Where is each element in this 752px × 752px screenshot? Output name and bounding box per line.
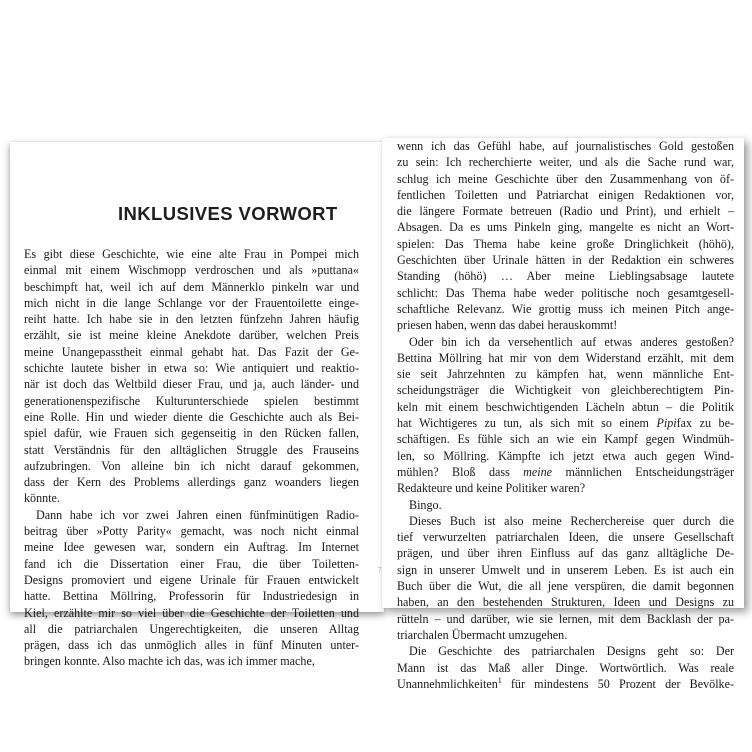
text-line: rütteln – und darüber, wie sie lernen, mit dem Backlash der pa- xyxy=(397,611,734,626)
text-line: hatte. Bettina Möllring, Professorin für Industriedesign in xyxy=(24,589,359,604)
text-line: zu sein: Ich recherchierte weiter, und als die Sache rund war, xyxy=(397,155,734,170)
text-line: bringen konnte. Also machte ich das, was ich immer mache, xyxy=(24,654,315,669)
text-line: wenn ich das Gefühl habe, auf journalistisches Gold gestoßen xyxy=(397,139,734,153)
text-line: meine Idee gewesen war, sondern ein Auftrag. Im Internet xyxy=(24,540,359,555)
chapter-heading: INKLUSIVES VORWORT xyxy=(118,203,338,224)
text-line: prägen, und über ihren Einfluss auf das ganz alltägliche De- xyxy=(397,546,734,561)
text-line: aufzubringen. Von alleine bin ich nicht darauf gekommen, xyxy=(24,458,359,473)
text-line: einmal mit einem Wischmopp verdroschen und als »puttana« xyxy=(24,263,359,278)
footnote-ref: 1 xyxy=(497,675,502,685)
text-line: fentlichen Toiletten und Patriarchat einigen Redaktionen vor, xyxy=(397,187,734,202)
text-line: Bingo. xyxy=(409,497,442,512)
text-line: Dann habe ich vor zwei Jahren einen fünfminütigen Radio- xyxy=(36,507,359,522)
text-line: Buch über die Wut, die all jene verspüren, die damit begonnen xyxy=(397,579,734,594)
emphasis: Pipi xyxy=(656,416,677,431)
text-line: Geschichten über Urinale hätten in der Redaktion ein schweres xyxy=(397,253,734,268)
text-line: spiel dafür, wie Frauen sich gegenseitig in den Rücken fallen, xyxy=(24,426,359,441)
text-line: mühlen? Bloß dass meine männlichen Entscheidungsträger xyxy=(397,464,734,479)
text-line: schlicht: Das Thema habe weder politische noch gesamtgesell- xyxy=(397,285,734,300)
text-line: schlug ich meine Geschichte über den Zusammenhang von öf- xyxy=(397,171,734,186)
text-line: Dieses Buch ist also meine Recherchereise quer durch die xyxy=(409,513,734,528)
text-line: statt Verständnis für den alltäglichen Struggle des Frauseins xyxy=(24,442,359,457)
text-line: schaftliche Relevanz. Wie grottig muss ich meinen Pitch ange- xyxy=(397,301,734,316)
text-line: spielen: Das Thema habe keine große Dringlichkeit (höhö), xyxy=(397,236,734,251)
text-line: könnte. xyxy=(24,491,60,506)
text-line: erzählt, sie ist meine kleine Anekdote darüber, welchen Preis xyxy=(24,328,359,343)
text-line: Kiel, erzählte mir so viel über die Geschichte der Toiletten und xyxy=(24,605,359,620)
text-line: meine Unangepasstheit einmal gehabt hat. Das Fazit der Ge- xyxy=(24,344,359,359)
text-line: Absagen. Da es ums Pinkeln ging, mangelte es nicht an Wort- xyxy=(397,220,734,235)
text-line: all die patriarchalen Ungerechtigkeiten, die unseren Alltag xyxy=(24,621,359,636)
left-column-text xyxy=(24,246,359,670)
text-line: Bettina Möllring hat mir von dem Widerstand erzählt, mit dem xyxy=(397,350,734,365)
text-line: keln mit einem beschwichtigenden Lächeln abtun – die Politik xyxy=(397,399,734,414)
text-line: Standing (höhö) … Aber meine Lieblingsabsage lautete xyxy=(397,269,734,284)
text-line: eine Rolle. Hin und wieder diente die Geschichte auch als Bei- xyxy=(24,409,359,424)
text-line: scheidungsträger die Wichtigkeit von gleichberechtigtem Pin- xyxy=(397,383,734,398)
right-column-text xyxy=(397,138,734,692)
text-line: sign in unserer Umwelt und in unserem Leben. Es ist auch ein xyxy=(397,562,734,577)
text-line: generationenspezifische Kulturunterschiede spielen bestimmt xyxy=(24,393,359,408)
text-line: när ist doch das Weltbild dieser Frau, und ja, auch länder- und xyxy=(24,377,359,392)
page-number: 7 xyxy=(378,566,382,574)
text-line: haben, an den bestehenden Strukturen, Ideen und Designs zu xyxy=(397,595,734,610)
text-line: reiht hatte. Ich habe sie in den letzten fünfzehn Jahren häufig xyxy=(24,312,359,327)
text-line: Unannehmlichkeiten$^1$ für mindestens 50 Prozent der Bevölke- xyxy=(397,675,734,691)
text-line: priesen haben, wenn das dabei herauskommt! xyxy=(397,318,618,333)
text-line: Oder bin ich da versehentlich auf etwas anderes gestoßen? xyxy=(409,334,734,349)
text-line: triarchalen Übermacht umzugehen. xyxy=(397,627,568,642)
text-line: Designs promoviert und eigene Urinale für Frauen entwickelt xyxy=(24,572,359,587)
text-line: tief verwurzelten patriarchalen Ideen, die unsere Gesellschaft xyxy=(397,530,734,545)
emphasis: meine xyxy=(523,464,553,479)
text-line: die längere Formate betreuen (Radio und Print), und erhielt – xyxy=(397,204,734,219)
text-line: hat Wichtigeres zu tun, als sich mit so einem Pipifax zu be- xyxy=(397,416,734,431)
text-line: Mann ist das Maß aller Dinge. Wortwörtlich. Was reale xyxy=(397,660,734,675)
text-line: Es gibt diese Geschichte, wie eine alte Frau in Pompei mich xyxy=(24,247,359,261)
text-line: mich nicht in die lange Schlange vor der Frauentoilette einge- xyxy=(24,295,359,310)
text-line: beitrag über »Potty Parity« gemacht, was noch nicht einmal xyxy=(24,524,359,539)
text-line: len, so Möllring. Kämpfte ich jetzt etwa auch gegen Wind- xyxy=(397,448,734,463)
text-line: fand ich die Dissertation einer Frau, die über Toiletten- xyxy=(24,556,359,571)
text-line: sie seit Jahrzehnten zu kämpfen hat, wenn männliche Ent- xyxy=(397,367,734,382)
text-line: beschimpft hat, weil ich auf dem Männerklo pinkeln war und xyxy=(24,279,359,294)
text-line: dass der Kern des Problems allerdings ganz woanders liegen xyxy=(24,475,359,490)
text-line: prägen, dass ich das unmöglich alles in fünf Minuten unter- xyxy=(24,638,359,653)
text-line: Redakteure und keine Politiker waren? xyxy=(397,481,586,496)
text-line: schäftigen. Es fühle sich an wie ein Kampf gegen Windmüh- xyxy=(397,432,734,447)
text-line: Die Geschichte des patriarchalen Designs geht so: Der xyxy=(409,644,734,659)
text-line: schichte lautete bisher in etwa so: Wie antiquiert und reaktio- xyxy=(24,361,359,376)
